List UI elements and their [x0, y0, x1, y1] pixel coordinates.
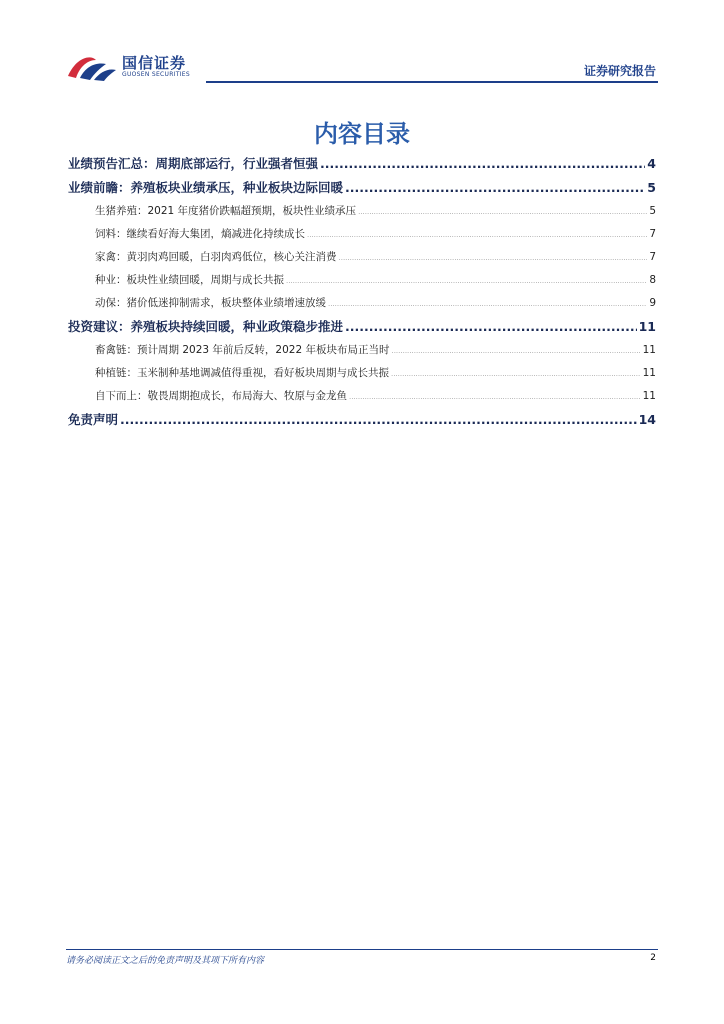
toc-subentry-page: 7 — [649, 228, 656, 240]
page-header — [66, 48, 658, 88]
report-type-label: 证券研究报告 — [583, 64, 656, 78]
toc-subentry-label: 种业：板块性业绩回暖，周期与成长共振 — [95, 274, 284, 286]
toc-subentry-label: 家禽：黄羽肉鸡回暖，白羽肉鸡低位，核心关注消费 — [95, 251, 337, 263]
toc-subentry-label: 动保：猪价低迷抑制需求，板块整体业绩增速放缓 — [95, 297, 326, 309]
toc-subentry-label: 饲料：继续看好海大集团，熵减进化持续成长 — [95, 228, 305, 240]
toc-leader-dots — [307, 224, 647, 247]
toc-subentry[interactable] — [68, 246, 656, 269]
toc-leader-dots — [345, 176, 645, 200]
footer-disclaimer-note: 请务必阅读正文之后的免责声明及其项下所有内容 — [66, 956, 265, 966]
toc-entry[interactable] — [68, 315, 656, 339]
toc-subentry-page: 5 — [649, 205, 656, 217]
toc-subentry-page: 9 — [649, 297, 656, 309]
toc-leader-dots — [391, 363, 641, 386]
toc-subentry[interactable] — [68, 269, 656, 292]
guosen-logo — [66, 48, 226, 86]
toc-leader-dots — [339, 247, 648, 270]
toc-subentry-label: 生猪养殖：2021 年度猪价跌幅超预期，板块性业绩承压 — [95, 205, 357, 217]
toc-leader-dots — [391, 340, 640, 363]
logo-text-en: GUOSEN SECURITIES — [122, 71, 191, 78]
toc-subentry[interactable] — [68, 339, 656, 362]
header-divider — [206, 81, 658, 83]
toc-leader-dots — [358, 201, 647, 224]
toc-subentry-page: 11 — [642, 390, 656, 402]
toc-subentry[interactable] — [68, 200, 656, 223]
toc-leader-dots — [345, 315, 637, 339]
toc-subentry-label: 自下而上：敬畏周期抱成长，布局海大、牧原与金龙鱼 — [95, 390, 347, 402]
toc-entry-label: 业绩前瞻：养殖板块业绩承压，种业板块边际回暖 — [68, 180, 344, 195]
toc-entry[interactable] — [68, 152, 656, 176]
toc-entry-page: 11 — [638, 319, 656, 334]
toc-subentry-label: 种植链：玉米制种基地调减值得重视，看好板块周期与成长共振 — [95, 367, 389, 379]
toc-subentry-page: 8 — [649, 274, 656, 286]
toc-subentry-page: 11 — [642, 367, 656, 379]
toc-leader-dots — [328, 293, 647, 316]
logo-text-cn: 国信证券 — [122, 54, 187, 72]
guosen-logo-icon — [66, 50, 118, 82]
toc-leader-dots — [349, 386, 641, 409]
toc-entry-page: 4 — [647, 156, 656, 171]
table-of-contents — [68, 152, 656, 432]
toc-entry-page: 14 — [638, 412, 656, 427]
toc-leader-dots — [120, 408, 637, 432]
toc-leader-dots — [286, 270, 647, 293]
toc-leader-dots — [320, 152, 645, 176]
toc-subentry-page: 7 — [649, 251, 656, 263]
toc-subentry[interactable] — [68, 385, 656, 408]
page-number: 2 — [650, 953, 656, 963]
toc-entry-label: 投资建议：养殖板块持续回暖，种业政策稳步推进 — [68, 319, 344, 334]
toc-subentry-label: 畜禽链：预计周期 2023 年前后反转，2022 年板块布局正当时 — [95, 344, 390, 356]
toc-entry[interactable] — [68, 408, 656, 432]
toc-entry[interactable] — [68, 176, 656, 200]
toc-entry-page: 5 — [647, 180, 656, 195]
toc-subentry-page: 11 — [642, 344, 656, 356]
toc-subentry[interactable] — [68, 362, 656, 385]
toc-entry-label: 业绩预告汇总：周期底部运行，行业强者恒强 — [68, 156, 319, 171]
toc-subentry[interactable] — [68, 292, 656, 315]
toc-title: 内容目录 — [314, 120, 410, 148]
footer-divider — [66, 949, 658, 950]
toc-entry-label: 免责声明 — [68, 412, 119, 427]
toc-subentry[interactable] — [68, 223, 656, 246]
